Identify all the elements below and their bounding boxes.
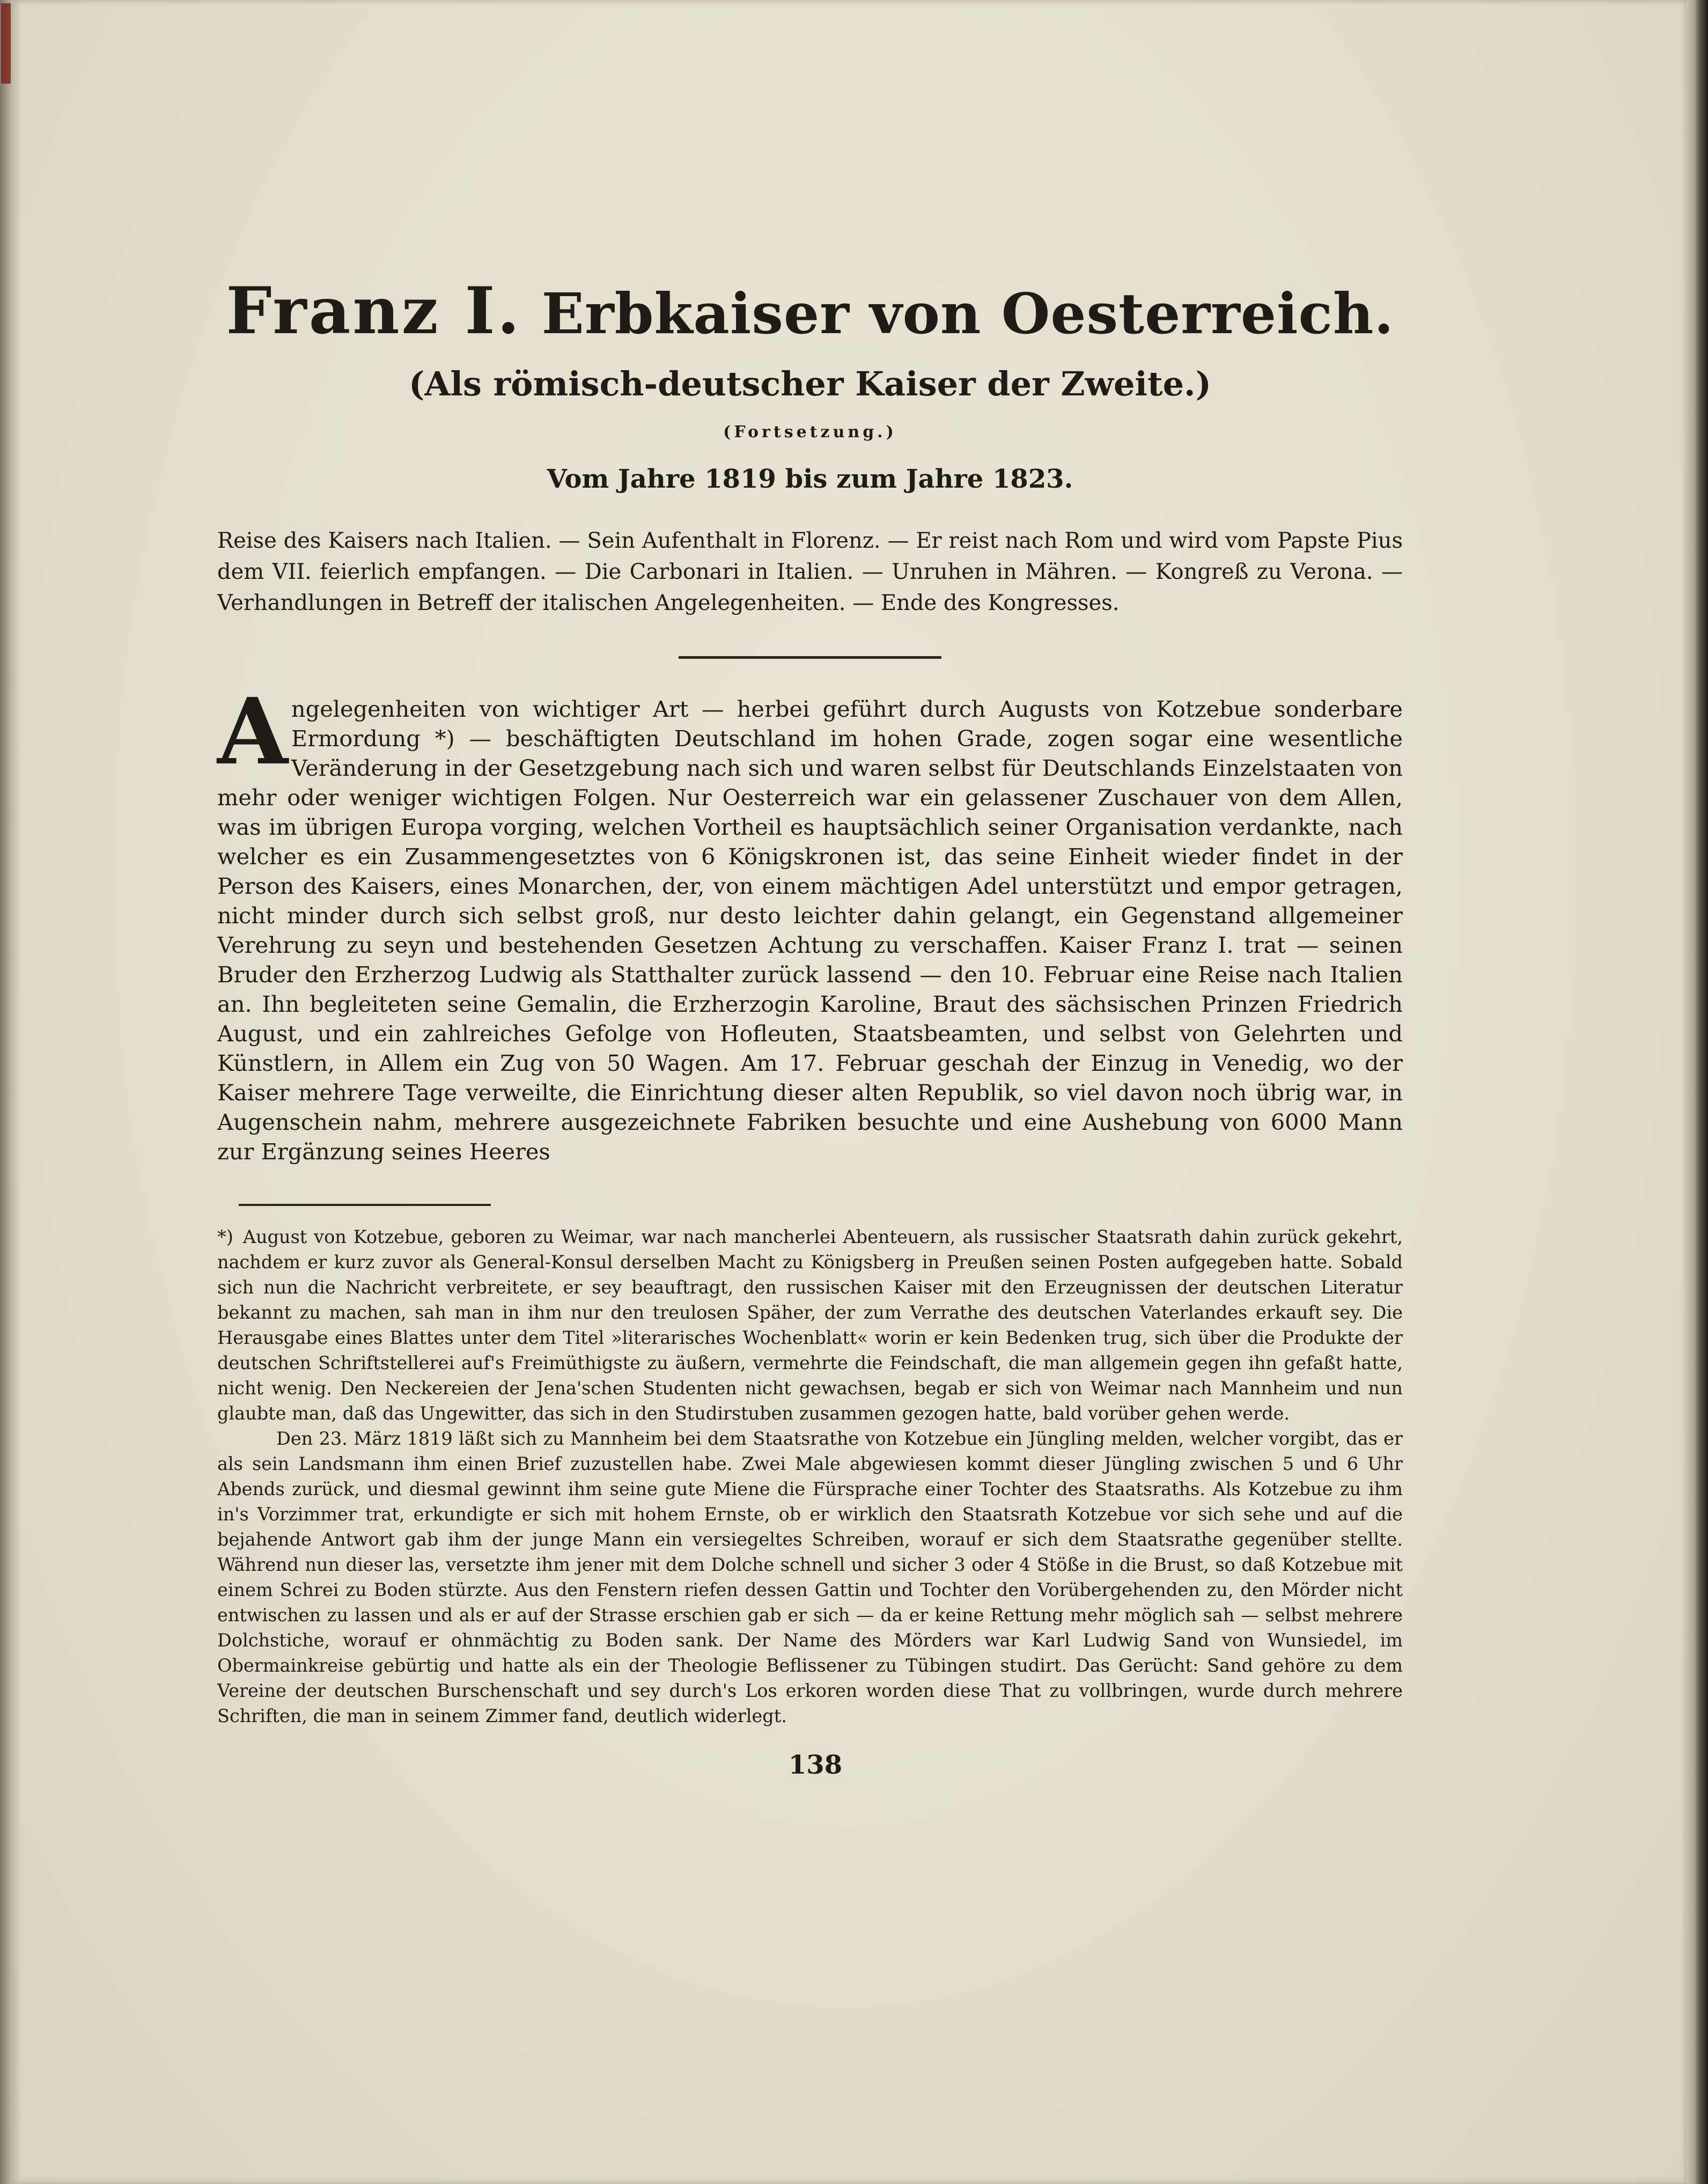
footnote-paragraph-1 xyxy=(217,1224,1403,1426)
footnote-marker: *) xyxy=(217,1226,233,1248)
chapter-summary: Reise des Kaisers nach Italien. — Sein Aufenthalt in Florenz. — Er reist nach Rom und wird vom Papste Pius dem VII. feierlich empfangen. — Die Carbonari in Italien. — Unruhen in Mähren. — Kongreß zu Verona. — Verhandlungen in Betreff der italischen Angelegenheiten. — Ende des Kongresses. xyxy=(217,528,1403,616)
footnote-text-1: August von Kotzebue, geboren zu Weimar, war nach mancherlei Abenteuern, als russischer Staatsrath dahin zurück gekehrt, nachdem er kurz zuvor als General-Konsul derselben Macht zu Königsberg in Preußen seinen Posten aufgegeben hatte. Sobald sich nun die Nachricht verbreitete, er sey beauftragt, den russischen Kaiser mit den Erzeugnissen der deutschen Literatur bekannt zu machen, sah man in ihm nur den treulosen Späher, der zum Verrathe des deutschen Vaterlandes erkauft sey. Die Herausgabe eines Blattes unter dem Titel »literarisches Wochenblatt« worin er kein Bedenken trug, sich über die Produkte der deutschen Schriftstellerei auf's Freimüthigste zu äußern, vermehrte die Feindschaft, die man allgemein gegen ihn gefaßt hatte, nicht wenig. Den Neckereien der Jena'schen Studenten nicht gewachsen, begab er sich von Weimar nach Mannheim und nun glaubte man, daß das Ungewitter, das sich in den Studirstuben zusammen gezogen hatte, bald vorüber gehen werde. xyxy=(217,1226,1403,1424)
page-edge xyxy=(1687,0,1708,2184)
body-paragraph xyxy=(217,678,1403,1166)
text-column xyxy=(217,273,1403,1781)
title-name: Franz I. xyxy=(226,273,522,349)
footnote-paragraph-2: Den 23. März 1819 läßt sich zu Mannheim bei dem Staatsrathe von Kotzebue ein Jüngling melden, welcher vorgibt, das er als sein Landsmann ihm einen Brief zuzustellen habe. Zwei Male abgewiesen kommt dieser Jüngling zwischen 5 und 6 Uhr Abends zurück, und diesmal gewinnt ihm seine gute Miene die Fürsprache einer Tochter des Staatsraths. Als Kotzebue zu ihm in's Vorzimmer trat, erkundigte er sich mit hohem Ernste, ob er wirklich den Staatsrath Kotzebue vor sich sehe und auf die bejahende Antwort gab ihm der junge Mann ein versiegeltes Schreiben, worauf er sich dem Staatsrathe gegenüber stellte. Während nun dieser las, versetzte ihm jener mit dem Dolche schnell und sicher 3 oder 4 Stöße in die Brust, so daß Kotzebue mit einem Schrei zu Boden stürzte. Aus den Fenstern riefen dessen Gattin und Tochter den Vorübergehenden zu, den Mörder nicht entwischen zu lassen und als er auf der Strasse erschien gab er sich — da er keine Rettung mehr möglich sah — selbst mehrere Dolchstiche, worauf er ohnmächtig zu Boden sank. Der Name des Mörders war Karl Ludwig Sand von Wunsiedel, im Obermainkreise gebürtig und hatte als ein der Theologie Beflissener zu Tübingen studirt. Das Gerücht: Sand gehöre zu dem Vereine der deutschen Burschenschaft und sey durch's Los erkoren worden diese That zu vollbringen, wurde durch mehrere Schriften, die man in seinem Zimmer fand, deutlich widerlegt. xyxy=(217,1428,1403,1727)
title-rest: Erbkaiser von Oesterreich. xyxy=(541,281,1394,347)
binding-mark xyxy=(1,3,11,84)
body-text: ngelegenheiten von wichtiger Art — herbei geführt durch Augusts von Kotzebue sonderbare Ermordung *) — beschäftigten Deutschland im hohen Grade, zogen sogar eine wesentliche Veränderung in der Gesetzgebung nach sich und waren selbst für Deutschlands Einzelstaaten von mehr oder weniger wichtigen Folgen. Nur Oesterreich war ein gelassener Zuschauer von dem Allen, was im übrigen Europa vorging, welchen Vortheil es hauptsächlich seiner Organisation verdankte, nach welcher es ein Zusammengesetztes von 6 Königskronen ist, das seine Einheit wieder findet in der Person des Kaisers, eines Monarchen, der, von einem mächtigen Adel unterstützt und empor getragen, nicht minder durch sich selbst groß, nur desto leichter dahin gelangt, ein Gegenstand allgemeiner Verehrung zu seyn und bestehenden Gesetzen Achtung zu verschaffen. Kaiser Franz I. trat — seinen Bruder den Erzherzog Ludwig als Statthalter zurück lassend — den 10. Februar eine Reise nach Italien an. Ihn begleiteten seine Gemalin, die Erzherzogin Karoline, Braut des sächsischen Prinzen Friedrich August, und ein zahlreiches Gefolge von Hofleuten, Staatsbeamten, und selbst von Gelehrten und Künstlern, in Allem ein Zug von 50 Wagen. Am 17. Februar geschah der Einzug in Venedig, wo der Kaiser mehrere Tage verweilte, die Einrichtung dieser alten Republik, so viel davon noch übrig war, in Augenschein nahm, mehrere ausgezeichnete Fabriken besuchte und eine Aushebung von 6000 Mann zur Ergänzung seines Heeres xyxy=(217,696,1403,1165)
footnote xyxy=(217,1224,1403,1729)
book-gutter xyxy=(0,0,21,2184)
continuation-label: (Fortsetzung.) xyxy=(723,423,897,442)
section-divider xyxy=(679,656,941,659)
page-subtitle: (Als römisch-deutscher Kaiser der Zweite.) xyxy=(409,364,1211,403)
footnote-divider xyxy=(239,1204,491,1206)
drop-cap: A xyxy=(217,678,288,786)
page-number: 138 xyxy=(788,1750,843,1781)
period-heading: Vom Jahre 1819 bis zum Jahre 1823. xyxy=(547,464,1073,495)
page-title xyxy=(217,273,1403,349)
